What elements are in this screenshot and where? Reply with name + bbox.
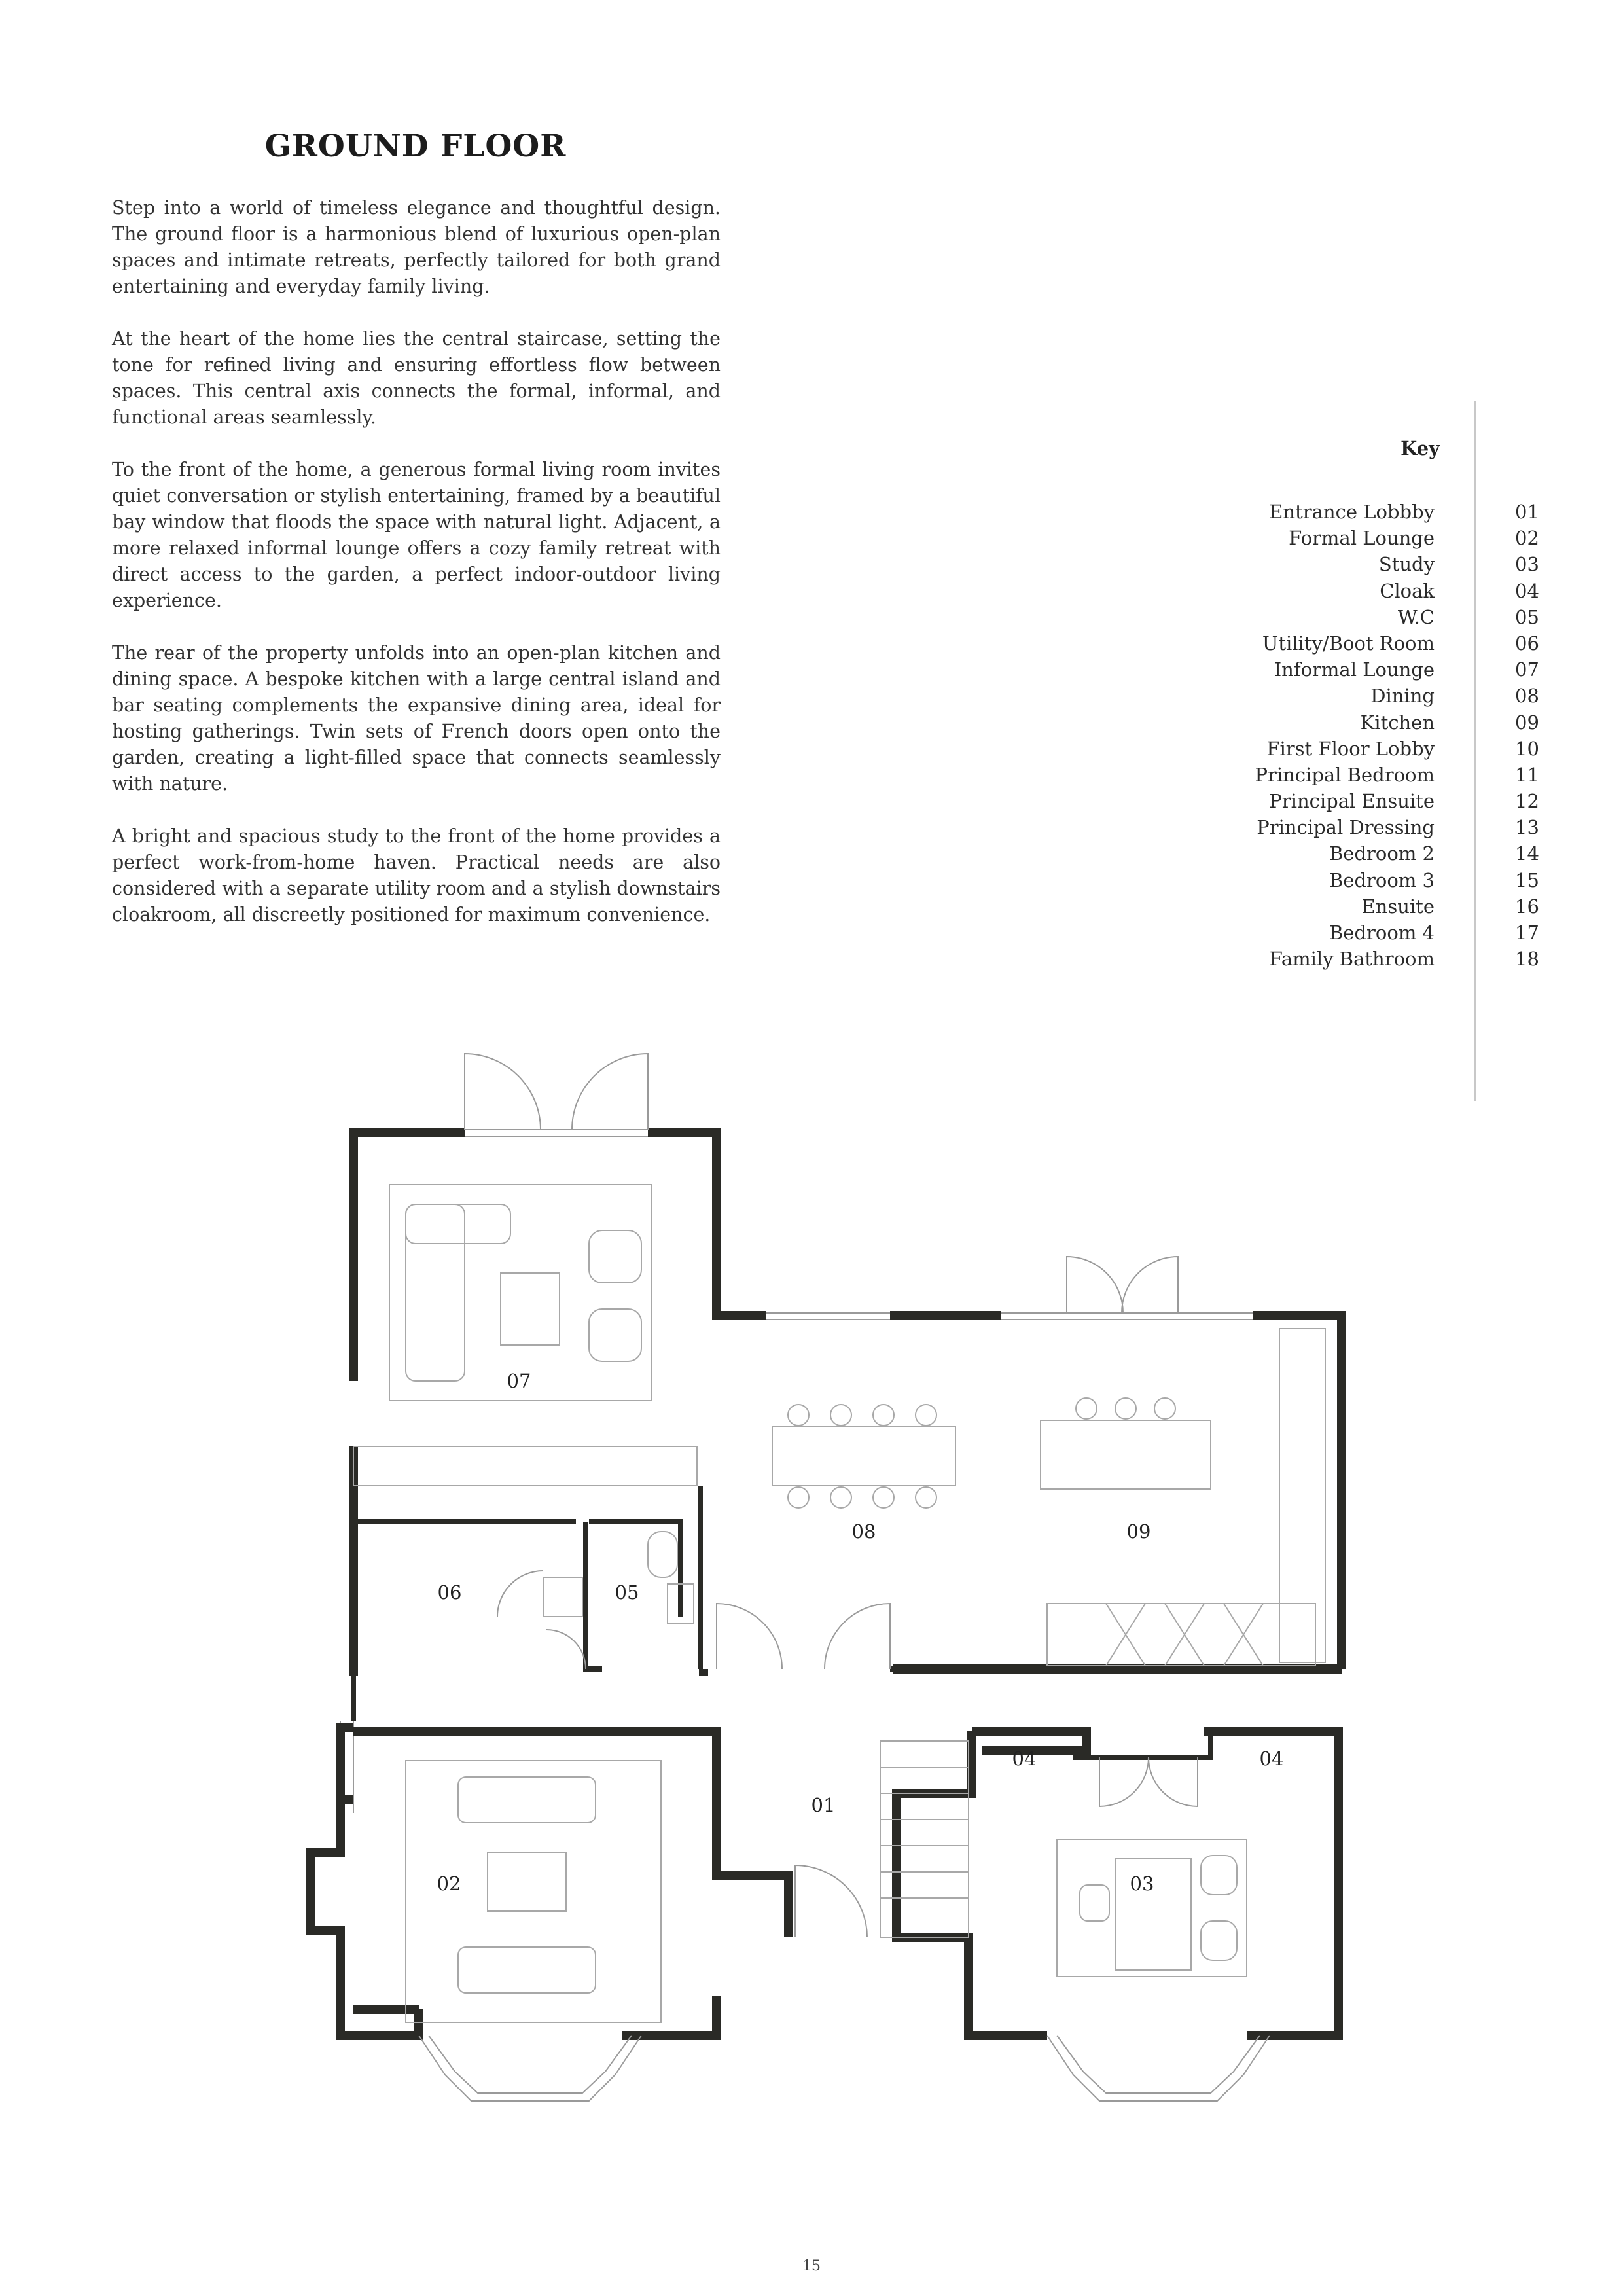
room-label-05: 05 [615,1581,639,1604]
key-room-number: 03 [1515,553,1539,576]
intro-text [112,195,721,954]
room-label-04a: 04 [1012,1748,1037,1770]
key-room-name: Bedroom 2 [1329,842,1435,865]
key-row [1152,920,1571,946]
key-room-number: 14 [1515,842,1539,865]
paragraph: At the heart of the home lies the central staircase, setting the tone for refined living and ensuring effortless flow between spaces. This central axis connects the formal, informal, and functional areas seamlessly. [112,328,721,428]
key-room-name: Principal Bedroom [1255,763,1435,786]
key-room-name: Ensuite [1361,895,1435,918]
key-room-name: Utility/Boot Room [1262,632,1435,655]
key-room-number: 12 [1515,790,1539,813]
key-row [1152,736,1571,762]
key-room-name: Entrance Lobbby [1269,501,1435,523]
key-room-name: Formal Lounge [1289,527,1435,550]
key-room-name: Principal Dressing [1257,816,1435,839]
key-room-number: 11 [1515,763,1539,786]
key-room-name: First Floor Lobby [1266,737,1435,760]
key-row [1152,946,1571,972]
key-title: Key [1400,437,1440,459]
paragraph: Step into a world of timeless elegance and thoughtful design. The ground floor is a harmonious blend of luxurious open-plan spaces and intimate retreats, perfectly tailored for both grand entertaining and everyday family living. [112,197,721,297]
key-room-number: 17 [1515,922,1539,944]
key-row [1152,499,1571,525]
key-room-number: 05 [1515,605,1539,628]
key-row [1152,551,1571,577]
room-key-list [1152,499,1571,972]
page-number: 15 [802,2258,821,2274]
floor-plan [0,1014,1623,2166]
key-room-name: Family Bathroom [1269,948,1435,971]
key-room-number: 06 [1515,632,1539,655]
key-row [1152,604,1571,630]
key-room-number: 04 [1515,579,1539,602]
key-row [1152,683,1571,709]
key-row [1152,630,1571,656]
key-row [1152,762,1571,788]
key-room-number: 09 [1515,711,1539,734]
key-room-number: 07 [1515,658,1539,681]
key-room-number: 18 [1515,948,1539,971]
paragraph: To the front of the home, a generous formal living room invites quiet conversation or stylish entertaining, framed by a beautiful bay window that floods the space with natural light. Adjacent, a more relaxed informal lounge offers a cozy family retreat with direct access to the garden, a perfect indoor-outdoor living experience. [112,459,721,611]
room-label-06: 06 [437,1581,462,1604]
key-room-name: Study [1378,553,1435,576]
key-room-name: Cloak [1380,579,1435,602]
key-row [1152,840,1571,867]
key-room-number: 02 [1515,527,1539,550]
key-room-name: Bedroom 4 [1329,922,1435,944]
room-label-03: 03 [1130,1873,1154,1895]
key-room-name: Kitchen [1360,711,1435,734]
room-label-01: 01 [811,1794,836,1816]
paragraph: The rear of the property unfolds into an open-plan kitchen and dining space. A bespoke kitchen with a large central island and bar seating complements the expansive dining area, ideal for hosting gatherings. Twin sets of French doors open onto the garden, creating a light-filled space that connects seamlessly with nature. [112,642,721,795]
key-row [1152,867,1571,893]
key-row [1152,525,1571,551]
room-label-07: 07 [507,1370,531,1392]
key-room-number: 15 [1515,869,1539,891]
key-room-number: 08 [1515,685,1539,708]
key-room-name: Principal Ensuite [1269,790,1435,813]
page-title: GROUND FLOOR [264,128,567,164]
key-room-number: 13 [1515,816,1539,839]
key-room-name: Informal Lounge [1274,658,1435,681]
room-label-02: 02 [437,1873,461,1895]
room-label-09: 09 [1126,1520,1151,1543]
key-row [1152,893,1571,920]
key-room-name: W.C [1397,605,1435,628]
key-row [1152,656,1571,683]
key-room-number: 01 [1515,501,1539,523]
key-room-number: 16 [1515,895,1539,918]
paragraph: A bright and spacious study to the front of the home provides a perfect work-from-home haven. Practical needs are also considered with a separate utility room and a stylish downstairs cloakroom, all discreetly positioned for maximum convenience. [112,825,721,925]
floor-plan-drawing [0,1014,1623,2166]
key-row [1152,578,1571,604]
key-room-name: Bedroom 3 [1329,869,1435,891]
room-label-08: 08 [851,1520,876,1543]
key-room-number: 10 [1515,737,1539,760]
key-row [1152,814,1571,840]
room-label-04b: 04 [1259,1748,1284,1770]
key-room-name: Dining [1370,685,1435,708]
key-row [1152,709,1571,736]
key-row [1152,788,1571,814]
